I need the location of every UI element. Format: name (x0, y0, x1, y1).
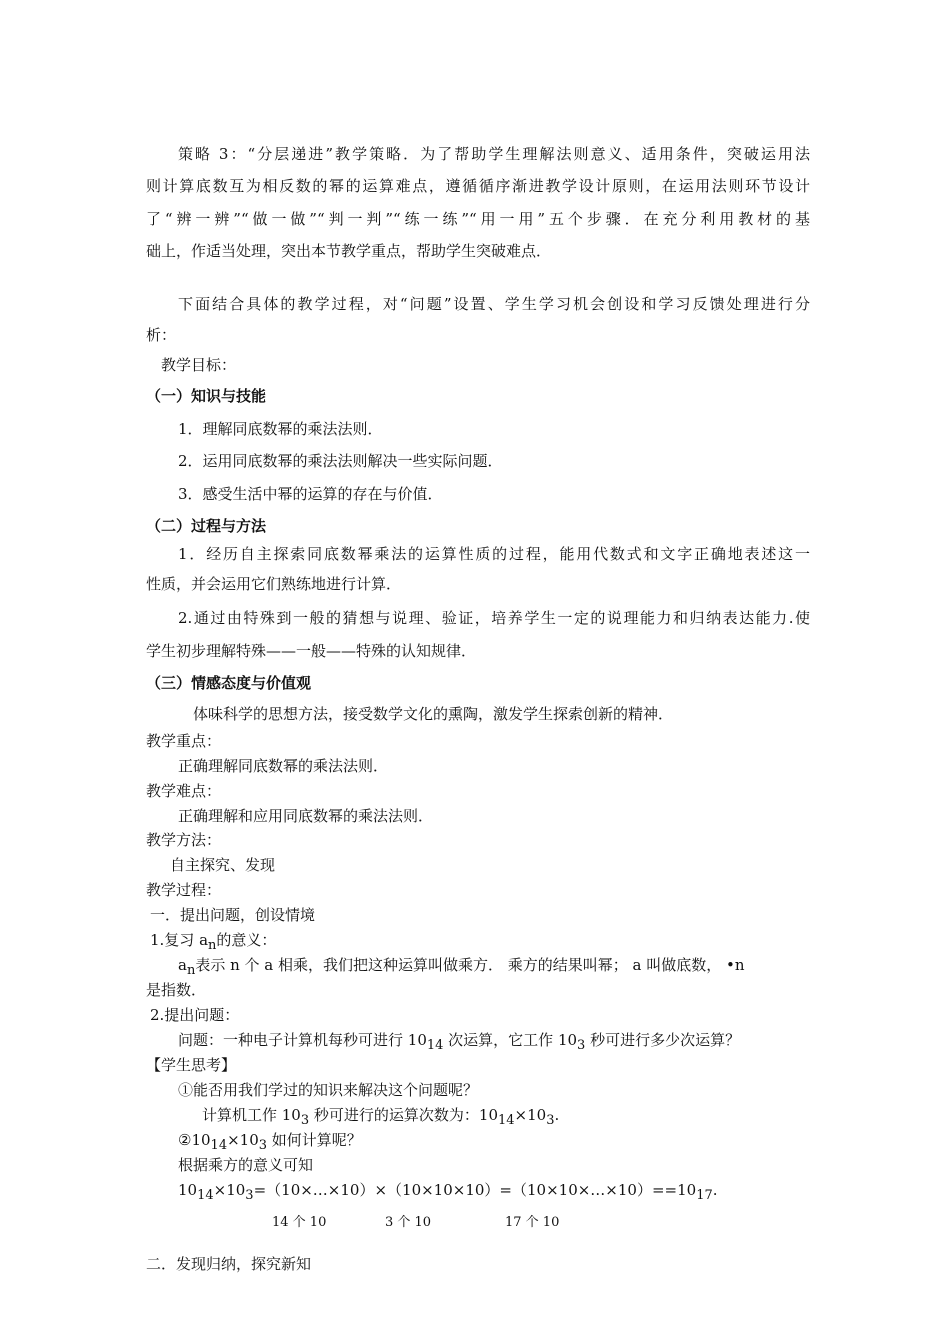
student-think: 【学生思考】 (146, 1056, 237, 1074)
method-text: 自主探究、发现 (170, 856, 276, 874)
section-1-title: （一）知识与技能 (146, 387, 267, 405)
ask-title: 2.提出问题： (150, 1006, 240, 1024)
sec2-p2-line-2: 学生初步理解特殊——一般——特殊的认知规律． (146, 642, 477, 660)
sec1-item-2: 2．运用同底数幂的乘法法则解决一些实际问题． (178, 452, 503, 470)
process-title: 教学过程： (146, 881, 222, 899)
process-part-1: 一．提出问题，创设情境 (150, 906, 316, 924)
sec2-p1-line-2: 性质，并会运用它们熟练地进行计算． (146, 575, 402, 593)
sec1-item-3: 3．感受生活中幂的运算的存在与价值． (178, 485, 443, 503)
intro-line-2: 析： (146, 326, 177, 344)
count-label-2: 3 个 10 (385, 1215, 432, 1230)
strategy-line-4: 础上，作适当处理，突出本节教学重点，帮助学生突破难点． (146, 242, 552, 260)
process-part-2: 二．发现归纳，探究新知 (146, 1255, 312, 1273)
calc-line: 计算机工作 $10_3$ 秒可进行的运算次数为：$10_{14}\times 10_3$. (202, 1106, 560, 1128)
question-line: 问题：一种电子计算机每秒可进行 $10_{14}$ 次运算，它工作 $10_3$ 秒可进行多少次运算？ (178, 1031, 741, 1053)
sec1-item-1: 1．理解同底数幂的乘法法则． (178, 420, 383, 438)
difficulty-title: 教学难点： (146, 782, 222, 800)
review-line: 1.复习 $a_n$的意义： (150, 931, 277, 953)
key-title: 教学重点： (146, 732, 222, 750)
sec2-p2-line-1: 2.通过由特殊到一般的猜想与说理、验证，培养学生一定的说理能力和归纳表达能力.使 (178, 609, 810, 627)
strategy-line-3: 了“辨一辨”“做一做”“判一判”“练一练”“用一用”五个步骤．在充分利用教材的基 (146, 210, 810, 228)
section-3-title: （三）情感态度与价值观 (146, 674, 312, 692)
difficulty-text: 正确理解和应用同底数幂的乘法法则． (178, 807, 434, 825)
formula-line: $10_{14}\times 10_3=(10\times\dots\times 10)\times(10\times 10\times 10)=(10\times 10\times\dots\times 10)==10_{17}$. (178, 1181, 718, 1203)
count-label-3: 17 个 10 (505, 1215, 560, 1230)
sec2-p1-line-1: 1．经历自主探索同底数幂乘法的运算性质的过程，能用代数式和文字正确地表述这一 (178, 545, 810, 563)
sec3-text: 体味科学的思想方法，接受数学文化的熏陶，激发学生探索创新的精神． (193, 705, 674, 723)
intro-line-1: 下面结合具体的教学过程，对“问题”设置、学生学习机会创设和学习反馈处理进行分 (178, 295, 810, 313)
goals-title: 教学目标： (161, 356, 237, 374)
count-label-1: 14 个 10 (272, 1215, 327, 1230)
section-2-title: （二）过程与方法 (146, 517, 267, 535)
meaning-line-2: 是指数． (146, 981, 207, 999)
meaning-line-1: $a_n$表示 n 个 a 相乘，我们把这种运算叫做乘方． 乘方的结果叫幂； a 叫做底数， •n (178, 956, 745, 978)
strategy-line-1: 策略 3：“分层递进”教学策略．为了帮助学生理解法则意义、适用条件，突破运用法 (178, 145, 810, 163)
key-text: 正确理解同底数幂的乘法法则． (178, 757, 389, 775)
think-q2: $②10_{14}\times 10_3$ 如何计算呢？ (178, 1131, 362, 1153)
basis-line: 根据乘方的意义可知 (178, 1156, 314, 1174)
strategy-line-2: 则计算底数互为相反数的幂的运算难点，遵循循序渐进教学设计原则，在运用法则环节设计 (146, 177, 810, 195)
think-q1: ①能否用我们学过的知识来解决这个问题呢？ (178, 1081, 479, 1099)
method-title: 教学方法： (146, 831, 222, 849)
